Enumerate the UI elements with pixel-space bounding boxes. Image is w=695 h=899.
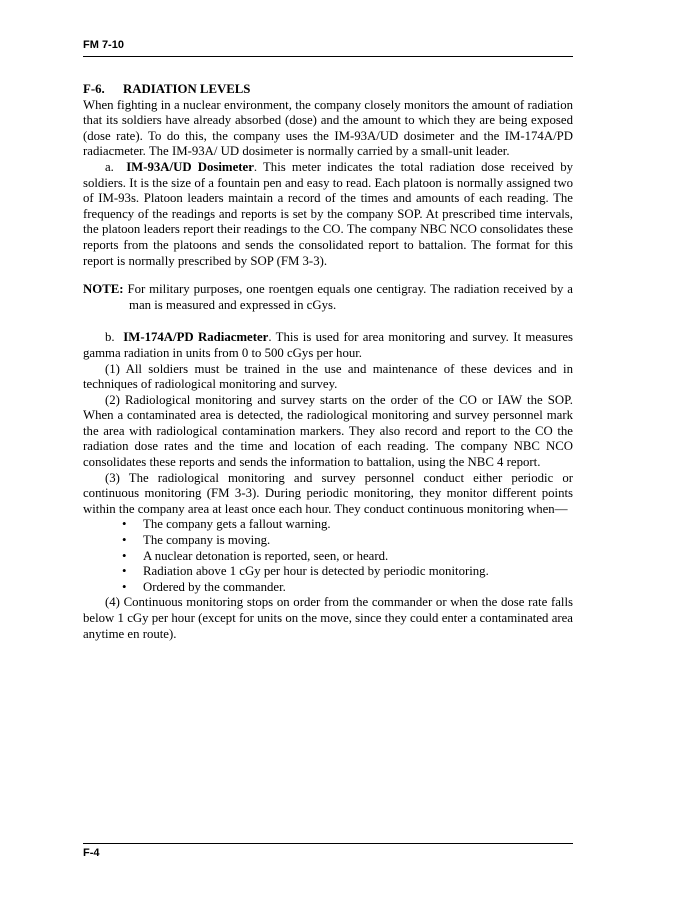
bullet-icon: • (122, 517, 127, 532)
paragraph-a-heading: IM-93A/UD Dosimeter (126, 159, 254, 174)
list-item: • The company gets a fallout warning. (122, 517, 331, 532)
paragraph-b-heading: IM-174A/PD Radiacmeter (123, 330, 269, 345)
bullet-icon: • (122, 533, 127, 548)
header-rule (83, 56, 573, 57)
subparagraph-2: (2) Radiological monitoring and survey starts on the order of the CO or IAW the SOP. When a contaminated area is detected, the radiological monitoring and survey personnel mark the area with radiological contamination markers. They also record and report to the CO the radiation dose rates and the time and location of each reading. The company NBC NCO consolidates these reports and sends the information to battalion, using the NBC 4 report. (83, 392, 573, 470)
list-item: • Ordered by the commander. (122, 579, 286, 594)
bullet-icon: • (122, 548, 127, 563)
subparagraph-1: (1) All soldiers must be trained in the use and maintenance of these devices and in techniques of radiological monitoring and survey. (83, 361, 573, 392)
subparagraph-3: (3) The radiological monitoring and survey personnel conduct either periodic or continuous monitoring (FM 3-3). During periodic monitoring, they monitor different points within the company area at least once each hour. They conduct continuous monitoring when— (83, 470, 573, 516)
footer-rule (83, 843, 573, 844)
paragraph-b-text: . This is used for area monitoring and survey. It measures gamma radiation in units from 0 to 500 cGys per hour. (83, 330, 573, 360)
section-heading (83, 82, 573, 98)
section-title: RADIATION LEVELS (123, 82, 251, 96)
paragraph-a-text: . This meter indicates the total radiation dose received by soldiers. It is the size of a fountain pen and easy to read. Each platoon is normally assigned two of IM-93s. Platoon leaders maintain a record of the times and amounts of each reading. The frequency of the readings and reports is set by the company SOP. At prescribed time intervals, the platoon leaders report their readings to the CO. The company NBC NCO consolidates these reports from the platoons and sends the consolidated report to battalion. The format for this report is normally prescribed by SOP (FM 3-3). (83, 159, 573, 268)
paragraph-a (83, 160, 573, 269)
list-item: • A nuclear detonation is reported, seen, or heard. (122, 548, 389, 563)
note-label: NOTE: (83, 282, 124, 297)
section-intro: When fighting in a nuclear environment, the company closely monitors the amount of radiation that its soldiers have already absorbed (dose) and the amount to which they are being exposed (dose rate). To do this, the company uses the IM-93A/UD dosimeter and the IM-174A/PD radiacmeter. The IM-93A/ UD dosimeter is normally carried by a small-unit leader. (83, 97, 573, 159)
note-text: For military purposes, one roentgen equals one centigray. The radiation received by a man is measured and expressed in cGys. (123, 282, 573, 312)
section-number: F-6. (83, 82, 105, 96)
list-item: • The company is moving. (122, 533, 271, 548)
list-item: • Radiation above 1 cGy per hour is detected by periodic monitoring. (122, 564, 489, 579)
bullet-icon: • (122, 579, 127, 594)
page-number: F-4 (83, 847, 100, 859)
page-body (83, 82, 573, 642)
note-block (83, 282, 573, 313)
paragraph-b (83, 330, 573, 361)
running-header: FM 7-10 (83, 39, 124, 51)
paragraph-b-label: b. (105, 330, 115, 345)
bullet-icon: • (122, 564, 127, 579)
paragraph-a-label: a. (105, 159, 114, 174)
monitoring-conditions-list (83, 517, 573, 595)
subparagraph-4: (4) Continuous monitoring stops on order from the commander or when the dose rate falls below 1 cGy per hour (except for units on the move, since they could enter a contaminated area anytime en route). (83, 595, 573, 641)
